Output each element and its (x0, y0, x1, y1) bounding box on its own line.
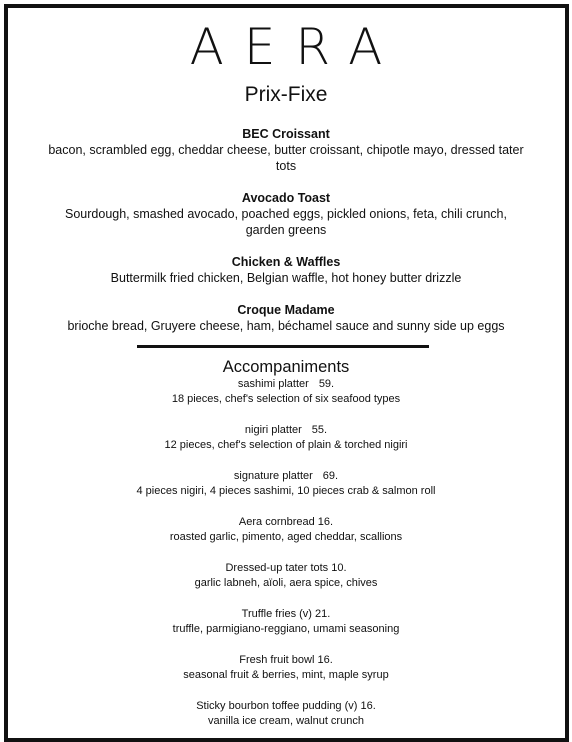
accompaniment-description: 18 pieces, chef's selection of six seafood types (171, 393, 401, 405)
accompaniments-title: Accompaniments (222, 358, 350, 376)
accompaniment-description: vanilla ice cream, walnut crunch (208, 715, 364, 727)
accompaniment-price: 69. (322, 470, 339, 482)
accompaniment-description: truffle, parmigiano-reggiano, umami seasoning (172, 623, 400, 635)
dish-description: brioche bread, Gruyere cheese, ham, béchamel sauce and sunny side up eggs (67, 319, 505, 333)
accompaniment-name (0, 423, 572, 438)
accompaniment-name: Sticky bourbon toffee pudding (v) 16. (196, 700, 376, 712)
dish-name: Croque Madame (237, 303, 335, 317)
accompaniment-label: sashimi platter (237, 378, 309, 390)
restaurant-logo: AERA (189, 18, 403, 76)
accompaniment-name: Fresh fruit bowl 16. (239, 654, 333, 666)
accompaniment-label: nigiri platter (244, 424, 302, 436)
accompaniment-name: Aera cornbread 16. (238, 516, 334, 528)
accompaniment-name: Truffle fries (v) 21. (241, 608, 331, 620)
accompaniment-description: roasted garlic, pimento, aged cheddar, scallions (169, 531, 403, 543)
menu-subtitle: Prix-Fixe (244, 83, 328, 106)
accompaniment-price: 55. (311, 424, 328, 436)
accompaniment-name: Dressed-up tater tots 10. (225, 562, 347, 574)
accompaniment-price: 59. (318, 378, 335, 390)
accompaniment-description: 12 pieces, chef's selection of plain & torched nigiri (164, 439, 408, 451)
dish-name: Chicken & Waffles (231, 255, 341, 269)
accompaniment-label: signature platter (233, 470, 313, 482)
accompaniment-name (0, 469, 572, 484)
dish-description: Sourdough, smashed avocado, poached eggs, pickled onions, feta, chili crunch, garden greens (65, 207, 507, 237)
dish-name: Avocado Toast (241, 191, 331, 205)
section-divider (137, 345, 429, 348)
accompaniment-description: seasonal fruit & berries, mint, maple syrup (183, 669, 389, 681)
accompaniment-description: 4 pieces nigiri, 4 pieces sashimi, 10 pieces crab & salmon roll (136, 485, 436, 497)
dish-description: bacon, scrambled egg, cheddar cheese, butter croissant, chipotle mayo, dressed tater tots (48, 143, 524, 173)
dish-description: Buttermilk fried chicken, Belgian waffle, hot honey butter drizzle (110, 271, 462, 285)
accompaniment-description: garlic labneh, aïoli, aera spice, chives (194, 577, 378, 589)
dish-name: BEC Croissant (242, 127, 330, 141)
accompaniment-name (0, 377, 572, 392)
